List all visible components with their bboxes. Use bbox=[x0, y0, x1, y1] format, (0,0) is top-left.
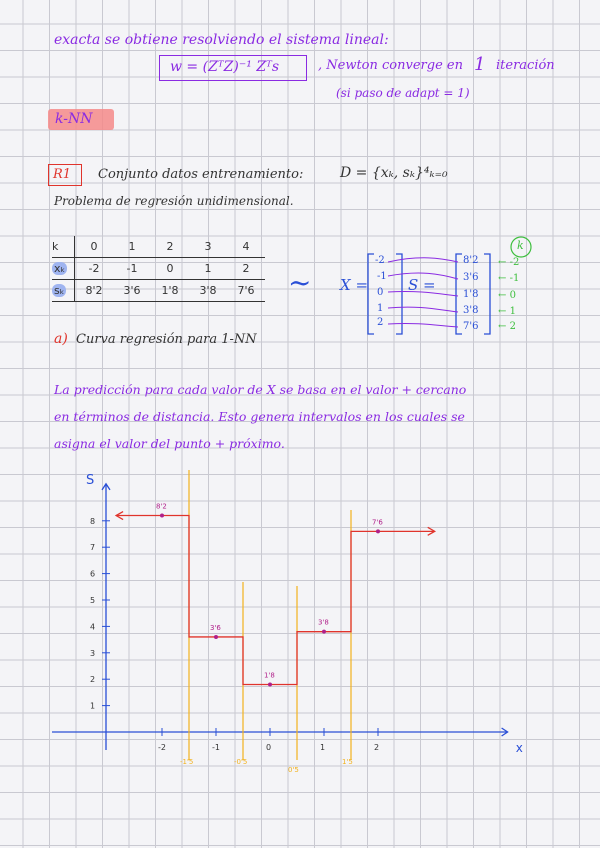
x-matrix-label: X = bbox=[340, 276, 369, 294]
x-axis-label: x bbox=[515, 741, 523, 755]
table-cell-x3: 1 bbox=[189, 258, 227, 280]
table-cell-s0: 8'2 bbox=[75, 280, 114, 302]
table-header-k: k bbox=[52, 236, 75, 258]
k-circle-label: k bbox=[517, 239, 524, 252]
table-cell-x1: -1 bbox=[113, 258, 151, 280]
boundary-label: -0'5 bbox=[234, 758, 248, 766]
intro-line: exacta se obtiene resolviendo el sistema lineal: bbox=[54, 32, 389, 48]
s-matrix-label: S = bbox=[408, 276, 436, 294]
data-point-label: 1'8 bbox=[264, 671, 275, 680]
newton-number: 1 bbox=[474, 54, 486, 75]
table-header-2: 2 bbox=[151, 236, 189, 258]
x-val-1: -1 bbox=[377, 271, 387, 282]
boundary-label: 0'5 bbox=[288, 766, 299, 774]
table-cell-x0: -2 bbox=[75, 258, 114, 280]
table-cell-x4: 2 bbox=[227, 258, 265, 280]
y-tick-label: 6 bbox=[90, 569, 96, 579]
y-tick-label: 1 bbox=[90, 701, 96, 711]
x-tick-label: 1 bbox=[320, 743, 326, 752]
x-val-3: 1 bbox=[377, 303, 384, 314]
table-cell-x2: 0 bbox=[151, 258, 189, 280]
data-point-label: 7'6 bbox=[372, 518, 383, 527]
table-header-1: 1 bbox=[113, 236, 151, 258]
y-axis-label: S bbox=[86, 473, 95, 488]
x-val-0: -2 bbox=[375, 255, 385, 266]
data-point-label: 8'2 bbox=[156, 502, 167, 511]
data-point-label: 3'6 bbox=[210, 623, 221, 632]
table-header-0: 0 bbox=[75, 236, 114, 258]
newton-note: (si paso de adapt = 1) bbox=[336, 86, 470, 100]
r1-formula: D = {xₖ, sₖ}⁴ₖ₌₀ bbox=[340, 165, 448, 181]
step-curve bbox=[116, 516, 435, 685]
y-tick-label: 5 bbox=[90, 596, 96, 605]
para-line-1: La predicción para cada valor de X se basa en el valor + cercano bbox=[54, 382, 467, 397]
data-point bbox=[160, 514, 164, 518]
r1-tag: R1 bbox=[53, 167, 72, 182]
table-cell-s1: 3'6 bbox=[113, 280, 151, 302]
data-point-label: 3'8 bbox=[318, 618, 329, 627]
x-val-4: 2 bbox=[377, 317, 384, 328]
x-tick-label: 2 bbox=[374, 743, 380, 752]
table-header-4: 4 bbox=[227, 236, 265, 258]
data-point bbox=[322, 630, 326, 634]
k-val-1: ← -1 bbox=[498, 273, 520, 284]
x-tick-label: -2 bbox=[158, 743, 166, 752]
s-val-3: 3'8 bbox=[463, 305, 479, 316]
r1-text: Conjunto datos entrenamiento: bbox=[98, 167, 304, 182]
y-tick-label: 2 bbox=[90, 675, 96, 685]
part-a-label: a) bbox=[54, 331, 68, 347]
k-val-0: ← -2 bbox=[498, 257, 520, 268]
y-tick-label: 7 bbox=[90, 543, 96, 553]
data-point bbox=[268, 682, 272, 686]
x-tick-label: 0 bbox=[266, 743, 272, 752]
newton-end: iteración bbox=[496, 58, 555, 73]
y-tick-label: 4 bbox=[90, 622, 96, 632]
boundary-label: -1'5 bbox=[180, 758, 194, 766]
table-row-label-s: sₖ bbox=[52, 280, 75, 302]
data-point bbox=[376, 529, 380, 533]
s-val-2: 1'8 bbox=[463, 289, 479, 300]
k-val-3: ← 1 bbox=[498, 306, 516, 317]
formula: w = (ZᵀZ)⁻¹ Zᵀs bbox=[170, 59, 280, 75]
y-tick-label: 8 bbox=[90, 516, 96, 526]
r1-subtitle: Problema de regresión unidimensional. bbox=[54, 194, 294, 208]
boundary-label: 1'5 bbox=[342, 758, 353, 766]
section-title: k-NN bbox=[55, 111, 93, 127]
k-val-4: ← 2 bbox=[498, 321, 516, 332]
s-val-1: 3'6 bbox=[463, 272, 479, 283]
y-tick-label: 3 bbox=[90, 648, 96, 658]
table-cell-s3: 3'8 bbox=[189, 280, 227, 302]
s-val-0: 8'2 bbox=[463, 255, 479, 266]
table-row-label-x: xₖ bbox=[52, 258, 75, 280]
table-cell-s2: 1'8 bbox=[151, 280, 189, 302]
newton-text: , Newton converge en bbox=[318, 58, 463, 73]
s-val-4: 7'6 bbox=[463, 321, 479, 332]
para-line-3: asigna el valor del punto + próximo. bbox=[54, 436, 285, 451]
table-header-3: 3 bbox=[189, 236, 227, 258]
para-line-2: en términos de distancia. Esto genera intervalos en los cuales se bbox=[54, 409, 465, 424]
table-cell-s4: 7'6 bbox=[227, 280, 265, 302]
x-val-2: 0 bbox=[377, 287, 384, 298]
data-point bbox=[214, 635, 218, 639]
tilde-arrow: ~ bbox=[288, 266, 312, 299]
k-val-2: ← 0 bbox=[498, 290, 516, 301]
part-a-text: Curva regresión para 1-NN bbox=[76, 332, 257, 347]
x-tick-label: -1 bbox=[212, 743, 220, 752]
